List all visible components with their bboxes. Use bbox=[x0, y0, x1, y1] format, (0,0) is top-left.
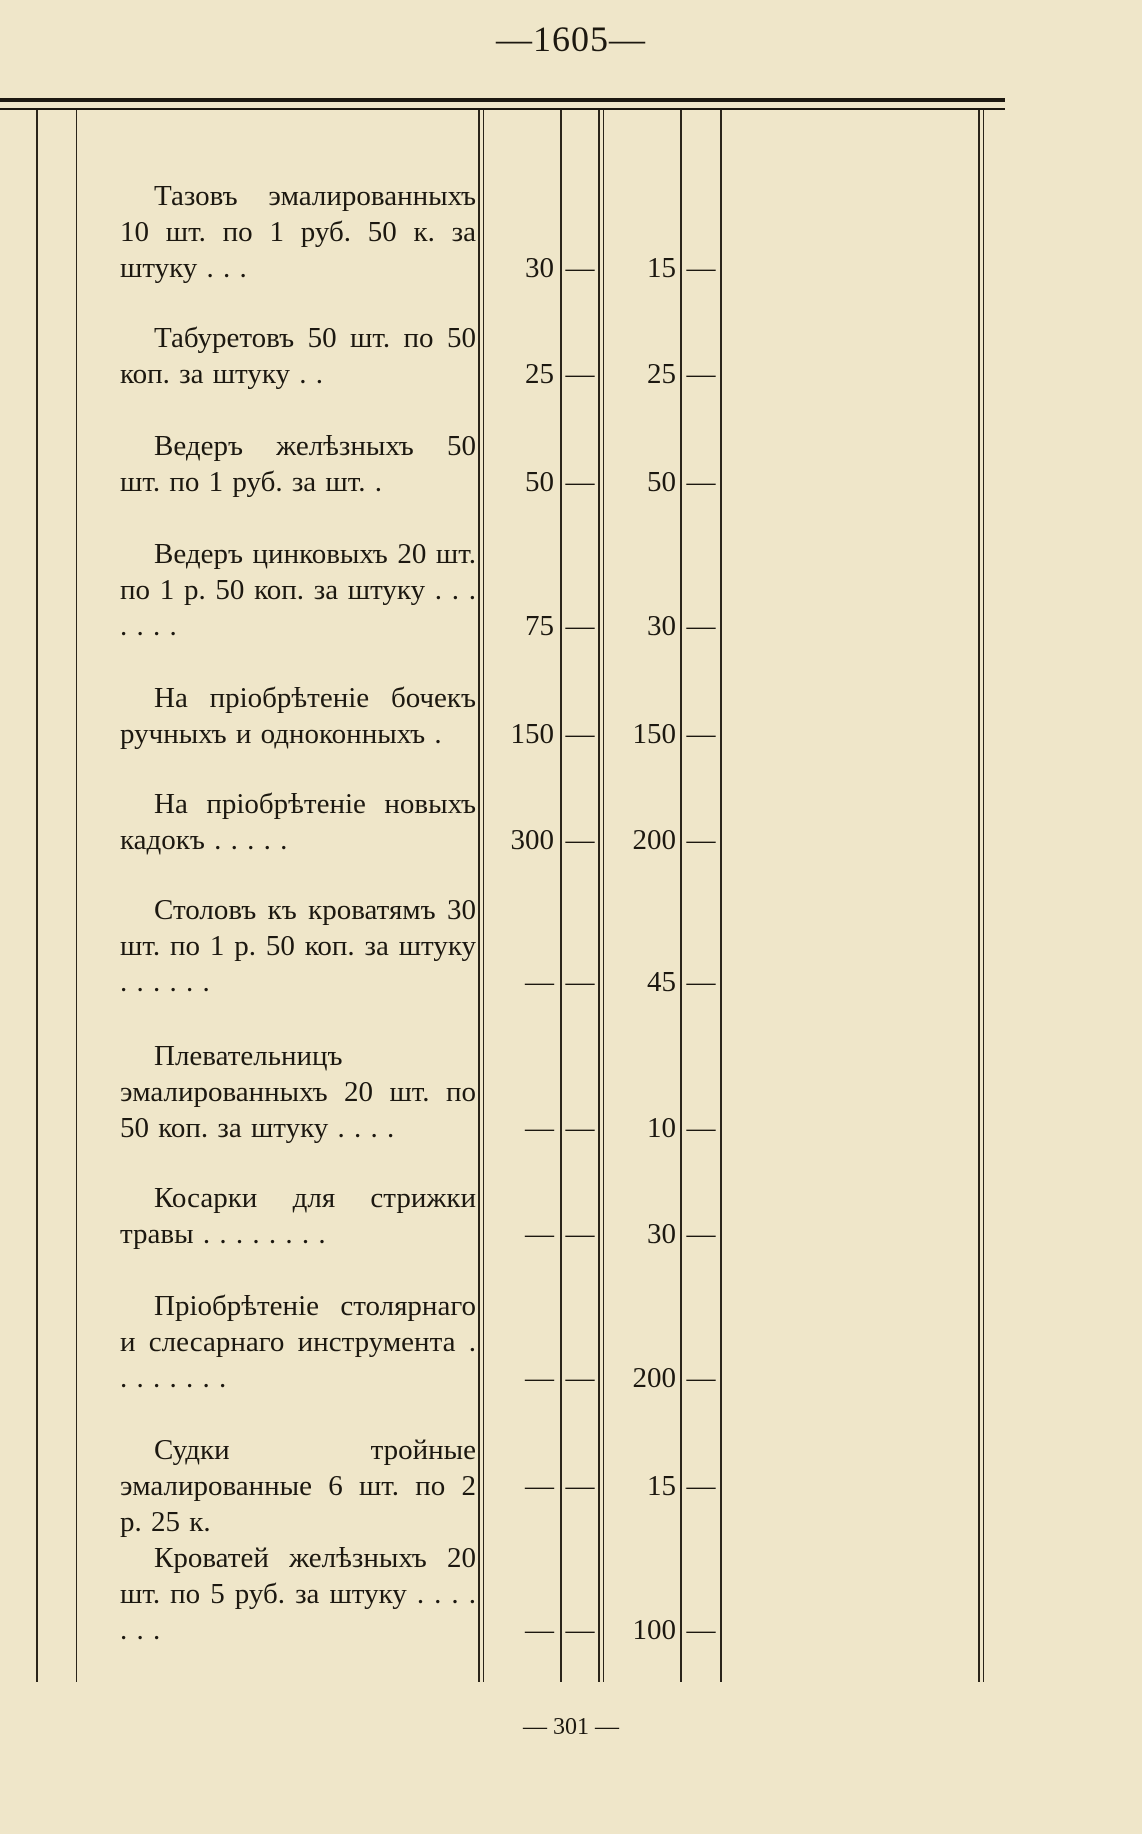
column-divider-3 bbox=[598, 110, 600, 1682]
amount-col-4: — bbox=[686, 1112, 716, 1144]
amount-col-2: — bbox=[565, 824, 595, 856]
row-description: На пріобрѣтеніе бочекъ ручныхъ и одноконныхъ . bbox=[120, 682, 476, 750]
amount-col-1: — bbox=[525, 1112, 554, 1144]
amount-col-4: — bbox=[686, 1362, 716, 1394]
page-header-number: —1605— bbox=[496, 19, 646, 59]
row-description: Ведеръ желѣзныхъ 50 шт. по 1 руб. за шт. . bbox=[120, 430, 476, 498]
row-description: Пріобрѣтеніе столярнаго и слесарнаго инструмента . . . . . . . . bbox=[120, 1290, 476, 1394]
amount-col-4: — bbox=[686, 966, 716, 998]
amount-col-1: 75 bbox=[525, 610, 554, 642]
row-description: Столовъ къ кроватямъ 30 шт. по 1 р. 50 коп. за штуку . . . . . . bbox=[120, 894, 476, 998]
amount-col-1: 30 bbox=[525, 252, 554, 284]
amount-col-2: — bbox=[565, 466, 595, 498]
row-description: Плевательницъ эмалированныхъ 20 шт. по 50 коп. за штуку . . . . bbox=[120, 1040, 476, 1144]
table-border-right bbox=[978, 110, 980, 1682]
amount-col-2: — bbox=[565, 1218, 595, 1250]
amount-col-1: 25 bbox=[525, 358, 554, 390]
amount-col-1: — bbox=[525, 1362, 554, 1394]
amount-col-2: — bbox=[565, 610, 595, 642]
row-description: Тазовъ эмалированныхъ 10 шт. по 1 руб. 50 к. за штуку . . . bbox=[120, 180, 476, 284]
amount-col-4: — bbox=[686, 1614, 716, 1646]
amount-col-4: — bbox=[686, 1218, 716, 1250]
amount-col-4: — bbox=[686, 1470, 716, 1502]
amount-col-2: — bbox=[565, 966, 595, 998]
amount-col-2: — bbox=[565, 1470, 595, 1502]
amount-col-4: — bbox=[686, 466, 716, 498]
amount-col-1: 300 bbox=[510, 824, 554, 856]
column-divider-5 bbox=[720, 110, 722, 1682]
amount-col-3: 50 bbox=[647, 466, 676, 498]
page-footer-number: — 301 — bbox=[523, 1714, 619, 1740]
amount-col-3: 10 bbox=[647, 1112, 676, 1144]
amount-col-1: — bbox=[525, 966, 554, 998]
amount-col-2: — bbox=[565, 1614, 595, 1646]
amount-col-3: 25 bbox=[647, 358, 676, 390]
amount-col-3: 200 bbox=[632, 824, 676, 856]
amount-col-2: — bbox=[565, 358, 595, 390]
header-rule-thick bbox=[0, 98, 1005, 102]
amount-col-1: 50 bbox=[525, 466, 554, 498]
amount-col-3: 200 bbox=[632, 1362, 676, 1394]
amount-col-3: 150 bbox=[632, 718, 676, 750]
amount-col-4: — bbox=[686, 824, 716, 856]
row-description: Ведеръ цинковыхъ 20 шт. по 1 р. 50 коп. за штуку . . . . . . . bbox=[120, 538, 476, 642]
amount-col-2: — bbox=[565, 718, 595, 750]
row-description: Табуретовъ 50 шт. по 50 коп. за штуку . . bbox=[120, 322, 476, 390]
amount-col-3: 30 bbox=[647, 1218, 676, 1250]
amount-col-4: — bbox=[686, 718, 716, 750]
amount-col-1: 150 bbox=[510, 718, 554, 750]
column-divider-1b bbox=[483, 110, 484, 1682]
amount-col-1: — bbox=[525, 1614, 554, 1646]
row-description: Судки тройные эмалированные 6 шт. по 2 р. 25 к. bbox=[120, 1434, 476, 1538]
amount-col-3: 15 bbox=[647, 1470, 676, 1502]
table-border-right-b bbox=[983, 110, 984, 1682]
column-divider-1 bbox=[478, 110, 480, 1682]
row-description: На пріобрѣтеніе новыхъ кадокъ . . . . . bbox=[120, 788, 476, 856]
amount-col-2: — bbox=[565, 1112, 595, 1144]
amount-col-4: — bbox=[686, 252, 716, 284]
amount-col-1: — bbox=[525, 1470, 554, 1502]
amount-col-3: 100 bbox=[632, 1614, 676, 1646]
column-divider-4 bbox=[680, 110, 682, 1682]
row-description: Косарки для стрижки травы . . . . . . . . bbox=[120, 1182, 476, 1250]
amount-col-3: 15 bbox=[647, 252, 676, 284]
table-border-left bbox=[36, 110, 38, 1682]
header-rule-thin bbox=[0, 108, 1005, 110]
amount-col-4: — bbox=[686, 358, 716, 390]
column-divider-2 bbox=[560, 110, 562, 1682]
row-description: Кроватей желѣзныхъ 20 шт. по 5 руб. за штуку . . . . . . . bbox=[120, 1542, 476, 1646]
amount-col-2: — bbox=[565, 1362, 595, 1394]
table-margin-line bbox=[76, 110, 77, 1682]
amount-col-3: 30 bbox=[647, 610, 676, 642]
amount-col-4: — bbox=[686, 610, 716, 642]
amount-col-3: 45 bbox=[647, 966, 676, 998]
column-divider-3b bbox=[603, 110, 604, 1682]
amount-col-2: — bbox=[565, 252, 595, 284]
amount-col-1: — bbox=[525, 1218, 554, 1250]
